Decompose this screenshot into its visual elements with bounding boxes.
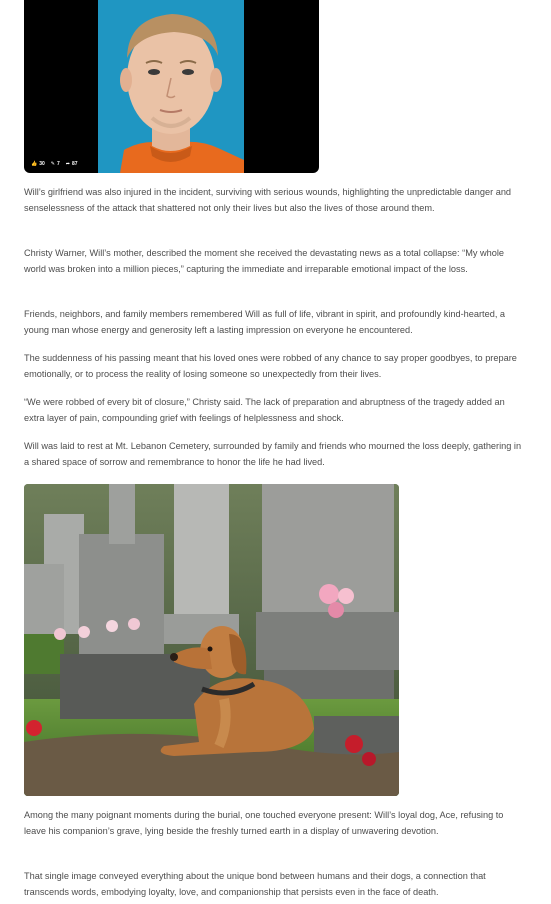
paragraph-3: Friends, neighbors, and family members remembered Will as full of life, vibrant in spirit, and profoundly kind-hearted, a young man whose energy and generosity left a lasting impression on everyone he encountered. — [24, 309, 506, 335]
cemetery-illustration — [24, 484, 399, 796]
paragraph-2: Christy Warner, Will’s mother, described the moment she received the devastating news as a total collapse: “My whole world was broken into a million pieces,” capturing the immediate and irreparable emotional impact of the loss. — [24, 248, 505, 274]
paragraph-7: Among the many poignant moments during the burial, one touched everyone present: Will’s loyal dog, Ace, refusing to leave his companion’s grave, lying beside the freshly turned earth in a display of unwavering devotion. — [24, 810, 504, 836]
paragraph-1: Will’s girlfriend was also injured in the incident, surviving with serious wounds, highlighting the unpredictable danger and senselessness of the attack that shattered not only their lives but also the lives of those around them. — [24, 187, 512, 213]
paragraph-4: The suddenness of his passing meant that his loved ones were robbed of any chance to say proper goodbyes, to prepare emotionally, or to process the reality of losing someone so unexpectedly from their lives. — [24, 353, 517, 379]
comment-count[interactable]: ✎ 7 — [50, 161, 60, 167]
share-count[interactable]: ➦ 87 — [65, 161, 78, 167]
portrait-video-embed[interactable] — [24, 0, 319, 173]
paragraph-8: That single image conveyed everything about the unique bond between humans and their dogs, a connection that transcends words, embodying loyalty, love, and companionship that persists even in the face of death. — [24, 871, 486, 897]
cemetery-dog-photo — [24, 484, 399, 796]
like-count[interactable]: 👍 30 — [31, 161, 45, 167]
portrait-illustration — [24, 0, 319, 173]
paragraph-5: “We were robbed of every bit of closure,” Christy said. The lack of preparation and abruptness of the tragedy added an extra layer of pain, compounding grief with feelings of helplessness and shock. — [24, 397, 505, 423]
reaction-bar — [31, 161, 78, 167]
paragraph-6: Will was laid to rest at Mt. Lebanon Cemetery, surrounded by family and friends who mourned the loss deeply, gathering in a shared space of sorrow and remembrance to honor the life he had lived. — [24, 441, 522, 467]
